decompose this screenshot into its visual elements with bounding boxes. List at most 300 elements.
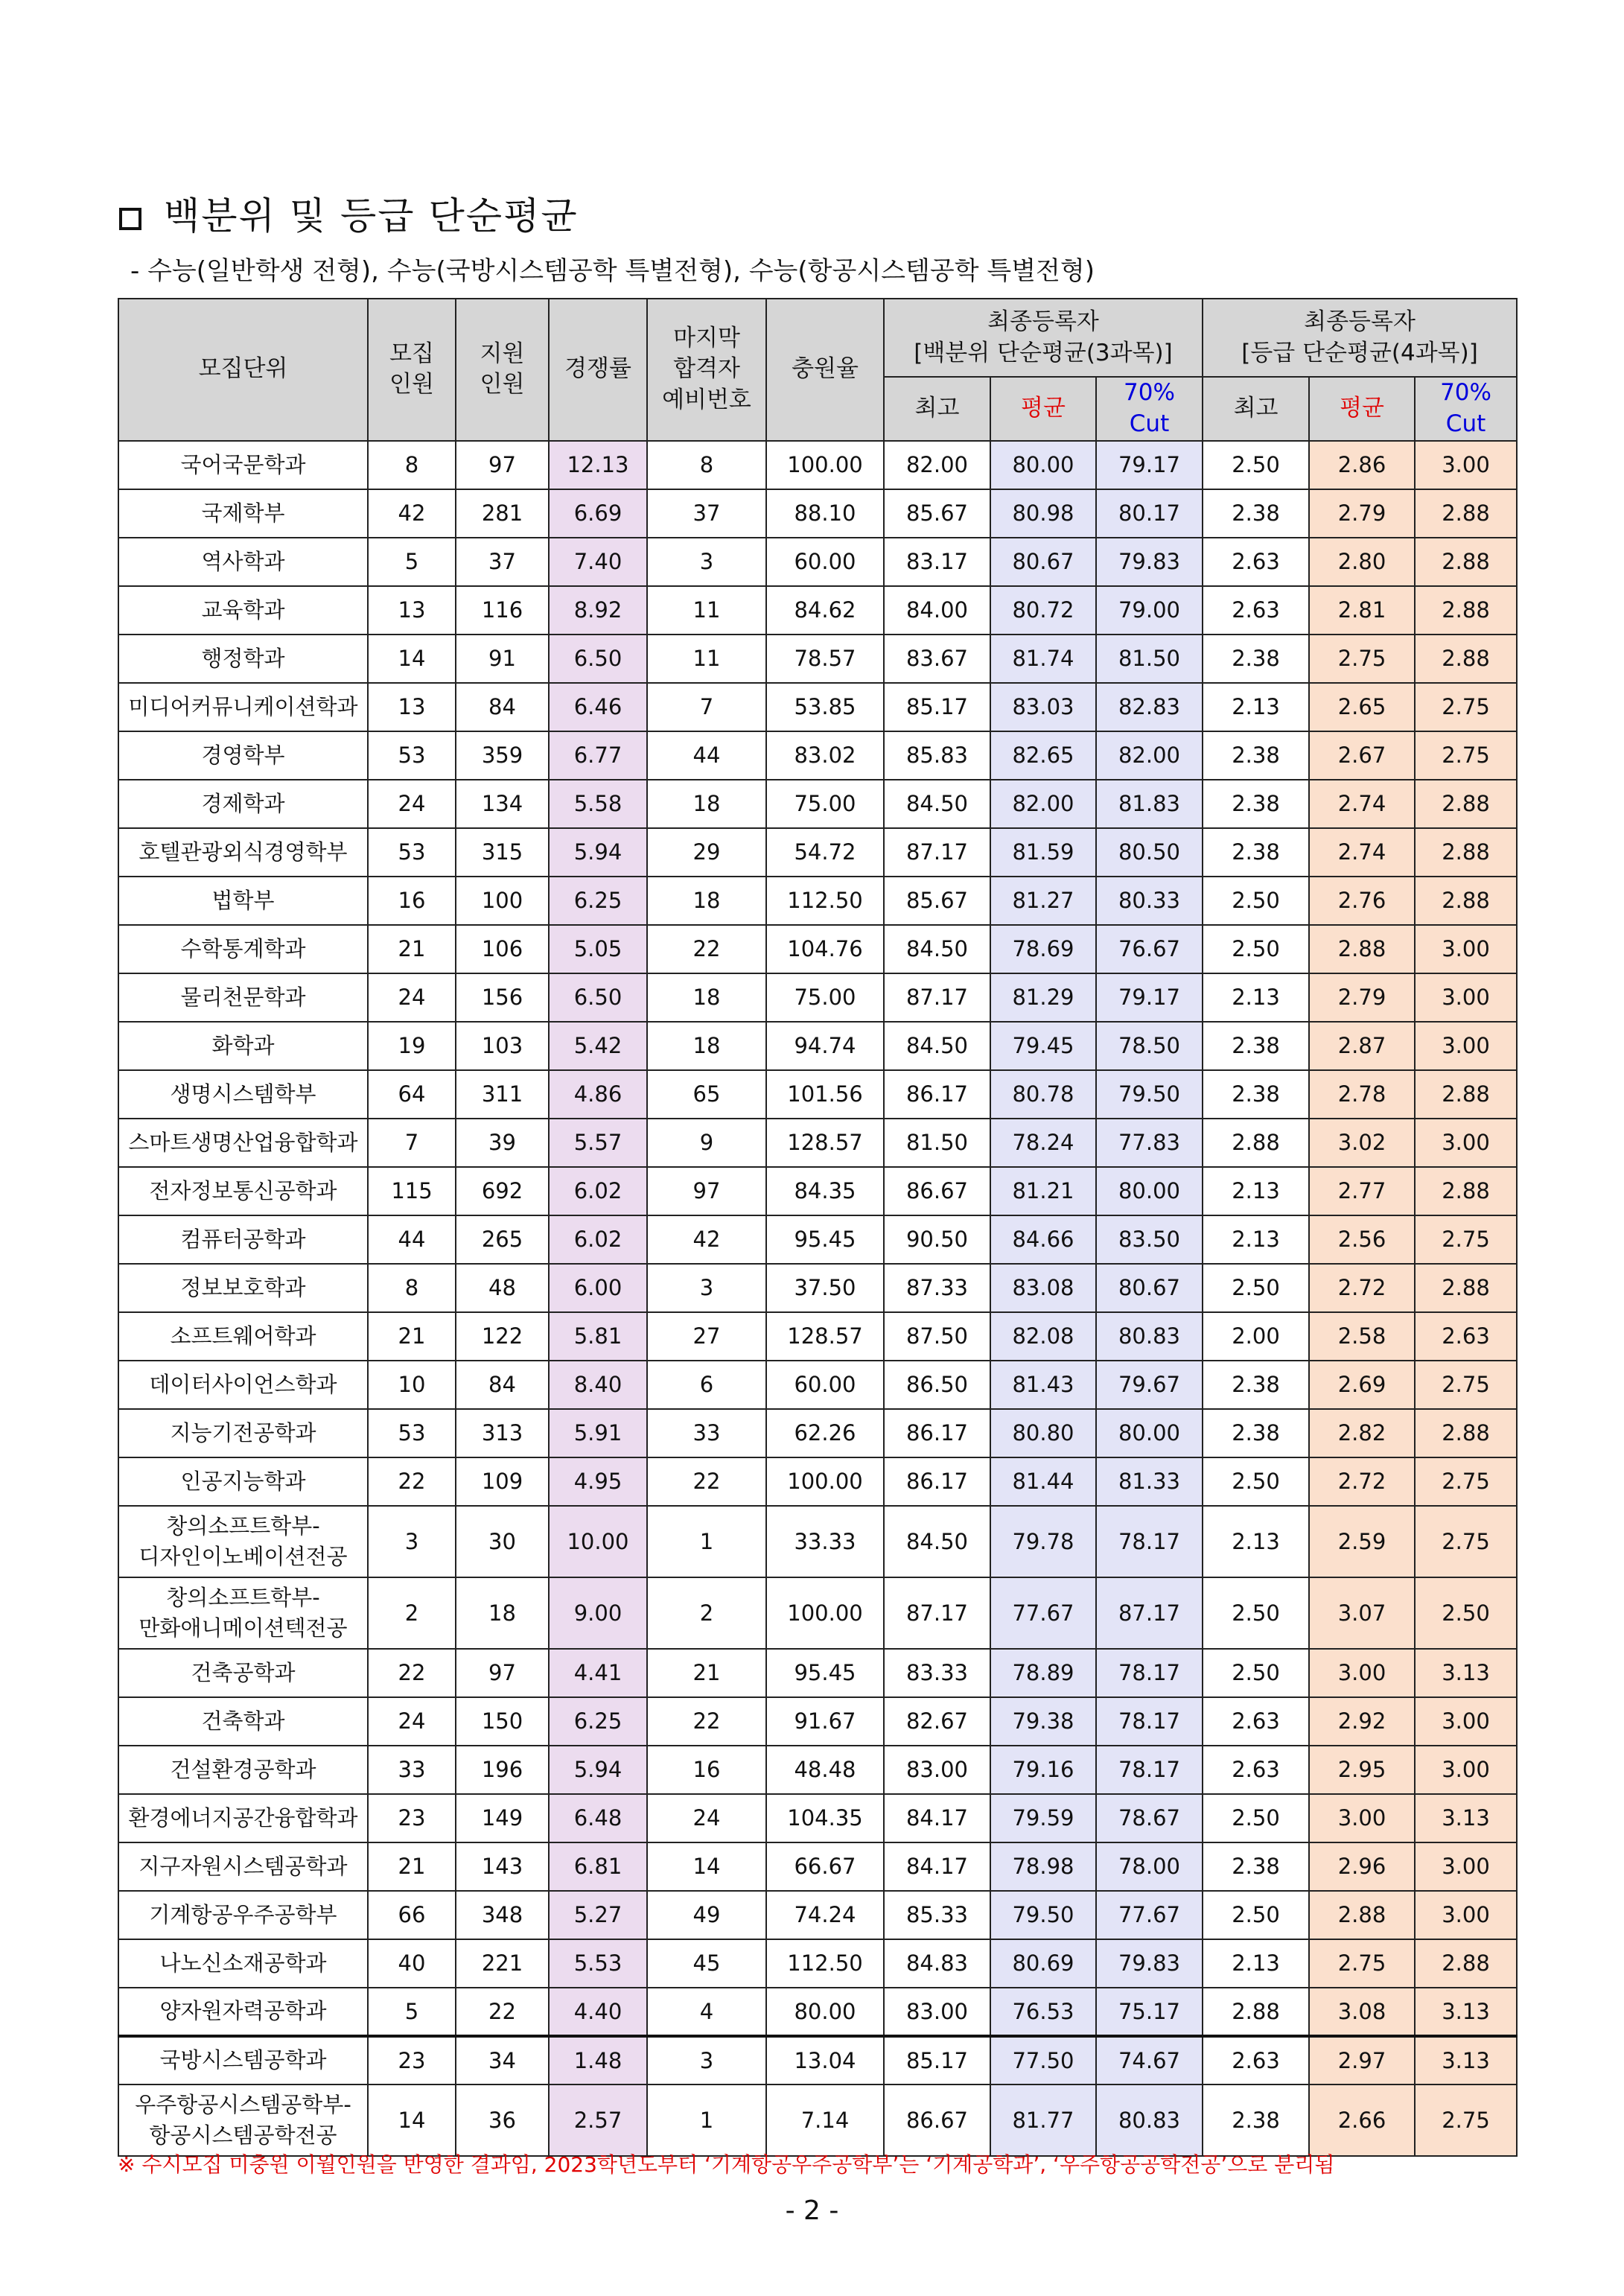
cell-percentile-cut: 78.67 bbox=[1096, 1794, 1203, 1842]
cell-applicants: 30 bbox=[456, 1506, 549, 1577]
table-row bbox=[118, 1022, 1517, 1070]
cell-percentile-avg: 80.80 bbox=[990, 1409, 1096, 1457]
table-row bbox=[118, 1939, 1517, 1988]
cell-applicants: 22 bbox=[456, 1988, 549, 2036]
cell-grade-avg: 2.79 bbox=[1309, 973, 1415, 1022]
cell-percentile-cut: 81.33 bbox=[1096, 1457, 1203, 1506]
cell-competition-rate: 7.40 bbox=[549, 538, 647, 586]
cell-percentile-avg: 79.59 bbox=[990, 1794, 1096, 1842]
cell-unit-name: 화학과 bbox=[118, 1022, 368, 1070]
cell-grade-max: 2.50 bbox=[1203, 877, 1309, 925]
header-group-grade: 최종등록자 [등급 단순평균(4과목)] bbox=[1203, 299, 1517, 377]
cell-percentile-avg: 78.69 bbox=[990, 925, 1096, 973]
cell-fill-rate: 83.02 bbox=[766, 731, 884, 780]
cell-percentile-avg: 78.89 bbox=[990, 1649, 1096, 1697]
cell-percentile-cut: 79.83 bbox=[1096, 1939, 1203, 1988]
cell-grade-avg: 2.66 bbox=[1309, 2084, 1415, 2156]
table-row bbox=[118, 1794, 1517, 1842]
cell-last-waitlist: 97 bbox=[647, 1167, 766, 1215]
cell-percentile-max: 84.17 bbox=[884, 1794, 990, 1842]
cell-competition-rate: 5.58 bbox=[549, 780, 647, 828]
cell-grade-max: 2.38 bbox=[1203, 635, 1309, 683]
cell-unit-name: 경영학부 bbox=[118, 731, 368, 780]
cell-quota: 2 bbox=[368, 1577, 456, 1649]
cell-percentile-cut: 78.17 bbox=[1096, 1506, 1203, 1577]
cell-competition-rate: 5.42 bbox=[549, 1022, 647, 1070]
cell-grade-avg: 2.72 bbox=[1309, 1264, 1415, 1312]
cell-competition-rate: 6.02 bbox=[549, 1215, 647, 1264]
cell-fill-rate: 100.00 bbox=[766, 1457, 884, 1506]
cell-competition-rate: 6.50 bbox=[549, 635, 647, 683]
cell-fill-rate: 95.45 bbox=[766, 1649, 884, 1697]
cell-fill-rate: 75.00 bbox=[766, 780, 884, 828]
cell-percentile-cut: 77.83 bbox=[1096, 1119, 1203, 1167]
table-row bbox=[118, 586, 1517, 635]
cell-quota: 13 bbox=[368, 683, 456, 731]
cell-grade-max: 2.38 bbox=[1203, 1361, 1309, 1409]
header-percentile-avg: 평균 bbox=[990, 377, 1096, 441]
cell-applicants: 48 bbox=[456, 1264, 549, 1312]
cell-grade-cut: 2.75 bbox=[1415, 683, 1517, 731]
cell-grade-cut: 2.88 bbox=[1415, 489, 1517, 538]
cell-grade-max: 2.00 bbox=[1203, 1312, 1309, 1361]
cell-percentile-cut: 74.67 bbox=[1096, 2036, 1203, 2084]
cell-last-waitlist: 1 bbox=[647, 2084, 766, 2156]
cell-quota: 16 bbox=[368, 877, 456, 925]
cell-last-waitlist: 11 bbox=[647, 635, 766, 683]
cell-percentile-max: 86.17 bbox=[884, 1409, 990, 1457]
cell-quota: 21 bbox=[368, 1842, 456, 1891]
cell-competition-rate: 6.81 bbox=[549, 1842, 647, 1891]
table-row bbox=[118, 1070, 1517, 1119]
checkbox-square-icon bbox=[119, 208, 141, 230]
cell-applicants: 37 bbox=[456, 538, 549, 586]
cell-unit-name: 환경에너지공간융합학과 bbox=[118, 1794, 368, 1842]
header-unit: 모집단위 bbox=[118, 299, 368, 441]
cell-fill-rate: 104.35 bbox=[766, 1794, 884, 1842]
cell-percentile-max: 87.17 bbox=[884, 973, 990, 1022]
cell-unit-name: 나노신소재공학과 bbox=[118, 1939, 368, 1988]
cell-grade-cut: 2.88 bbox=[1415, 586, 1517, 635]
cell-grade-cut: 3.13 bbox=[1415, 2036, 1517, 2084]
cell-applicants: 221 bbox=[456, 1939, 549, 1988]
table-row bbox=[118, 2036, 1517, 2084]
table-row bbox=[118, 1119, 1517, 1167]
cell-unit-name: 법학부 bbox=[118, 877, 368, 925]
cell-percentile-avg: 79.16 bbox=[990, 1746, 1096, 1794]
cell-fill-rate: 104.76 bbox=[766, 925, 884, 973]
cell-percentile-max: 83.00 bbox=[884, 1988, 990, 2036]
cell-grade-avg: 2.78 bbox=[1309, 1070, 1415, 1119]
cell-competition-rate: 6.02 bbox=[549, 1167, 647, 1215]
cell-percentile-max: 86.17 bbox=[884, 1070, 990, 1119]
table-row bbox=[118, 1312, 1517, 1361]
cell-quota: 5 bbox=[368, 538, 456, 586]
cell-grade-max: 2.38 bbox=[1203, 731, 1309, 780]
cell-percentile-cut: 79.83 bbox=[1096, 538, 1203, 586]
cell-unit-name: 소프트웨어학과 bbox=[118, 1312, 368, 1361]
cell-fill-rate: 112.50 bbox=[766, 1939, 884, 1988]
table-row bbox=[118, 1457, 1517, 1506]
cell-percentile-cut: 78.17 bbox=[1096, 1649, 1203, 1697]
cell-unit-name: 생명시스템학부 bbox=[118, 1070, 368, 1119]
header-percentile-max: 최고 bbox=[884, 377, 990, 441]
cell-grade-cut: 3.00 bbox=[1415, 925, 1517, 973]
cell-grade-max: 2.63 bbox=[1203, 2036, 1309, 2084]
cell-competition-rate: 6.00 bbox=[549, 1264, 647, 1312]
cell-applicants: 84 bbox=[456, 1361, 549, 1409]
cell-applicants: 103 bbox=[456, 1022, 549, 1070]
cell-percentile-avg: 79.78 bbox=[990, 1506, 1096, 1577]
cell-unit-name: 양자원자력공학과 bbox=[118, 1988, 368, 2036]
cell-competition-rate: 12.13 bbox=[549, 441, 647, 489]
cell-fill-rate: 84.35 bbox=[766, 1167, 884, 1215]
cell-applicants: 311 bbox=[456, 1070, 549, 1119]
cell-grade-max: 2.50 bbox=[1203, 1577, 1309, 1649]
cell-last-waitlist: 4 bbox=[647, 1988, 766, 2036]
cell-last-waitlist: 42 bbox=[647, 1215, 766, 1264]
cell-applicants: 36 bbox=[456, 2084, 549, 2156]
cell-last-waitlist: 29 bbox=[647, 828, 766, 877]
cell-last-waitlist: 37 bbox=[647, 489, 766, 538]
cell-applicants: 97 bbox=[456, 1649, 549, 1697]
cell-last-waitlist: 65 bbox=[647, 1070, 766, 1119]
cell-unit-name: 전자정보통신공학과 bbox=[118, 1167, 368, 1215]
cell-competition-rate: 5.94 bbox=[549, 1746, 647, 1794]
cell-last-waitlist: 24 bbox=[647, 1794, 766, 1842]
table-row bbox=[118, 1506, 1517, 1577]
header-grade-avg: 평균 bbox=[1309, 377, 1415, 441]
table-row bbox=[118, 441, 1517, 489]
cell-percentile-max: 83.00 bbox=[884, 1746, 990, 1794]
cell-percentile-avg: 81.74 bbox=[990, 635, 1096, 683]
cell-grade-cut: 2.75 bbox=[1415, 731, 1517, 780]
cell-unit-name: 우주항공시스템공학부- 항공시스템공학전공 bbox=[118, 2084, 368, 2156]
cell-unit-name: 미디어커뮤니케이션학과 bbox=[118, 683, 368, 731]
cell-grade-cut: 2.75 bbox=[1415, 1457, 1517, 1506]
cell-percentile-avg: 82.65 bbox=[990, 731, 1096, 780]
header-quota: 모집 인원 bbox=[368, 299, 456, 441]
cell-competition-rate: 5.57 bbox=[549, 1119, 647, 1167]
cell-grade-cut: 2.75 bbox=[1415, 1506, 1517, 1577]
cell-last-waitlist: 3 bbox=[647, 538, 766, 586]
header-applicants: 지원 인원 bbox=[456, 299, 549, 441]
cell-percentile-max: 84.00 bbox=[884, 586, 990, 635]
cell-grade-max: 2.38 bbox=[1203, 1842, 1309, 1891]
cell-grade-max: 2.38 bbox=[1203, 489, 1309, 538]
cell-percentile-max: 86.67 bbox=[884, 2084, 990, 2156]
cell-last-waitlist: 18 bbox=[647, 780, 766, 828]
cell-percentile-max: 87.17 bbox=[884, 1577, 990, 1649]
cell-grade-max: 2.50 bbox=[1203, 441, 1309, 489]
cell-percentile-avg: 80.72 bbox=[990, 586, 1096, 635]
cell-percentile-cut: 78.00 bbox=[1096, 1842, 1203, 1891]
cell-percentile-avg: 80.69 bbox=[990, 1939, 1096, 1988]
cell-grade-avg: 3.07 bbox=[1309, 1577, 1415, 1649]
cell-last-waitlist: 49 bbox=[647, 1891, 766, 1939]
header-grade-max: 최고 bbox=[1203, 377, 1309, 441]
cell-unit-name: 국어국문학과 bbox=[118, 441, 368, 489]
cell-percentile-cut: 79.17 bbox=[1096, 973, 1203, 1022]
cell-competition-rate: 5.05 bbox=[549, 925, 647, 973]
cell-applicants: 143 bbox=[456, 1842, 549, 1891]
cell-fill-rate: 128.57 bbox=[766, 1119, 884, 1167]
cell-grade-max: 2.38 bbox=[1203, 828, 1309, 877]
cell-fill-rate: 7.14 bbox=[766, 2084, 884, 2156]
cell-percentile-max: 87.33 bbox=[884, 1264, 990, 1312]
cell-competition-rate: 5.81 bbox=[549, 1312, 647, 1361]
cell-fill-rate: 94.74 bbox=[766, 1022, 884, 1070]
header-grade-cut: 70% Cut bbox=[1415, 377, 1517, 441]
cell-percentile-cut: 81.83 bbox=[1096, 780, 1203, 828]
cell-grade-avg: 2.97 bbox=[1309, 2036, 1415, 2084]
cell-last-waitlist: 22 bbox=[647, 925, 766, 973]
cell-percentile-max: 90.50 bbox=[884, 1215, 990, 1264]
cell-grade-cut: 3.00 bbox=[1415, 973, 1517, 1022]
cell-percentile-max: 83.17 bbox=[884, 538, 990, 586]
cell-percentile-max: 83.67 bbox=[884, 635, 990, 683]
cell-grade-max: 2.38 bbox=[1203, 1022, 1309, 1070]
cell-fill-rate: 78.57 bbox=[766, 635, 884, 683]
cell-unit-name: 데이터사이언스학과 bbox=[118, 1361, 368, 1409]
cell-competition-rate: 10.00 bbox=[549, 1506, 647, 1577]
table-row bbox=[118, 489, 1517, 538]
cell-grade-max: 2.38 bbox=[1203, 2084, 1309, 2156]
table-row bbox=[118, 1649, 1517, 1697]
cell-unit-name: 행정학과 bbox=[118, 635, 368, 683]
cell-percentile-avg: 84.66 bbox=[990, 1215, 1096, 1264]
cell-grade-cut: 3.00 bbox=[1415, 1746, 1517, 1794]
cell-applicants: 100 bbox=[456, 877, 549, 925]
cell-competition-rate: 6.46 bbox=[549, 683, 647, 731]
cell-applicants: 359 bbox=[456, 731, 549, 780]
admission-results-table bbox=[118, 298, 1518, 2157]
page-title bbox=[119, 186, 579, 240]
cell-percentile-max: 85.33 bbox=[884, 1891, 990, 1939]
cell-percentile-max: 87.17 bbox=[884, 828, 990, 877]
cell-last-waitlist: 45 bbox=[647, 1939, 766, 1988]
cell-percentile-avg: 80.67 bbox=[990, 538, 1096, 586]
cell-competition-rate: 6.50 bbox=[549, 973, 647, 1022]
cell-unit-name: 인공지능학과 bbox=[118, 1457, 368, 1506]
cell-fill-rate: 37.50 bbox=[766, 1264, 884, 1312]
footnote: ※ 수시모집 미충원 이월인원을 반영한 결과임, 2023학년도부터 ‘기계항공우주공학부’는 ‘기계공학과’, ‘우주항공공학전공’으로 분리됨 bbox=[118, 2152, 1335, 2177]
cell-percentile-cut: 80.67 bbox=[1096, 1264, 1203, 1312]
table-row bbox=[118, 1577, 1517, 1649]
cell-unit-name: 국방시스템공학과 bbox=[118, 2036, 368, 2084]
cell-quota: 53 bbox=[368, 731, 456, 780]
cell-fill-rate: 101.56 bbox=[766, 1070, 884, 1119]
cell-competition-rate: 1.48 bbox=[549, 2036, 647, 2084]
cell-quota: 33 bbox=[368, 1746, 456, 1794]
cell-fill-rate: 74.24 bbox=[766, 1891, 884, 1939]
cell-grade-avg: 2.59 bbox=[1309, 1506, 1415, 1577]
cell-percentile-avg: 80.00 bbox=[990, 441, 1096, 489]
cell-grade-cut: 3.00 bbox=[1415, 1842, 1517, 1891]
cell-grade-cut: 3.00 bbox=[1415, 1022, 1517, 1070]
cell-competition-rate: 5.94 bbox=[549, 828, 647, 877]
cell-grade-avg: 2.75 bbox=[1309, 635, 1415, 683]
cell-percentile-avg: 81.43 bbox=[990, 1361, 1096, 1409]
cell-applicants: 348 bbox=[456, 1891, 549, 1939]
cell-percentile-cut: 78.17 bbox=[1096, 1746, 1203, 1794]
cell-competition-rate: 6.69 bbox=[549, 489, 647, 538]
cell-fill-rate: 53.85 bbox=[766, 683, 884, 731]
cell-percentile-avg: 81.44 bbox=[990, 1457, 1096, 1506]
cell-percentile-avg: 82.00 bbox=[990, 780, 1096, 828]
page-title-text: 백분위 및 등급 단순평균 bbox=[164, 194, 579, 238]
cell-percentile-cut: 80.83 bbox=[1096, 1312, 1203, 1361]
cell-last-waitlist: 21 bbox=[647, 1649, 766, 1697]
cell-unit-name: 기계항공우주공학부 bbox=[118, 1891, 368, 1939]
cell-percentile-avg: 79.38 bbox=[990, 1697, 1096, 1746]
cell-percentile-cut: 79.17 bbox=[1096, 441, 1203, 489]
cell-competition-rate: 6.77 bbox=[549, 731, 647, 780]
cell-grade-max: 2.63 bbox=[1203, 586, 1309, 635]
cell-last-waitlist: 18 bbox=[647, 877, 766, 925]
cell-grade-cut: 3.00 bbox=[1415, 1697, 1517, 1746]
cell-grade-cut: 2.88 bbox=[1415, 1070, 1517, 1119]
cell-grade-avg: 2.88 bbox=[1309, 925, 1415, 973]
cell-percentile-avg: 81.21 bbox=[990, 1167, 1096, 1215]
cell-percentile-cut: 80.17 bbox=[1096, 489, 1203, 538]
cell-quota: 40 bbox=[368, 1939, 456, 1988]
cell-grade-avg: 3.02 bbox=[1309, 1119, 1415, 1167]
cell-grade-avg: 2.74 bbox=[1309, 780, 1415, 828]
cell-fill-rate: 33.33 bbox=[766, 1506, 884, 1577]
cell-percentile-cut: 79.67 bbox=[1096, 1361, 1203, 1409]
cell-unit-name: 역사학과 bbox=[118, 538, 368, 586]
table-row bbox=[118, 780, 1517, 828]
cell-unit-name: 호텔관광외식경영학부 bbox=[118, 828, 368, 877]
cell-competition-rate: 8.40 bbox=[549, 1361, 647, 1409]
cell-percentile-avg: 82.08 bbox=[990, 1312, 1096, 1361]
cell-percentile-max: 83.33 bbox=[884, 1649, 990, 1697]
cell-last-waitlist: 16 bbox=[647, 1746, 766, 1794]
cell-competition-rate: 5.91 bbox=[549, 1409, 647, 1457]
table-row bbox=[118, 2084, 1517, 2156]
cell-competition-rate: 8.92 bbox=[549, 586, 647, 635]
cell-grade-avg: 2.80 bbox=[1309, 538, 1415, 586]
table-row bbox=[118, 683, 1517, 731]
cell-percentile-max: 84.50 bbox=[884, 1506, 990, 1577]
cell-percentile-avg: 80.98 bbox=[990, 489, 1096, 538]
cell-last-waitlist: 18 bbox=[647, 973, 766, 1022]
cell-percentile-max: 82.67 bbox=[884, 1697, 990, 1746]
cell-applicants: 196 bbox=[456, 1746, 549, 1794]
cell-grade-cut: 2.75 bbox=[1415, 1361, 1517, 1409]
cell-unit-name: 컴퓨터공학과 bbox=[118, 1215, 368, 1264]
cell-unit-name: 수학통계학과 bbox=[118, 925, 368, 973]
cell-percentile-avg: 76.53 bbox=[990, 1988, 1096, 2036]
cell-unit-name: 창의소프트학부- 디자인이노베이션전공 bbox=[118, 1506, 368, 1577]
cell-last-waitlist: 3 bbox=[647, 1264, 766, 1312]
header-last-waitlist: 마지막 합격자 예비번호 bbox=[647, 299, 766, 441]
cell-quota: 5 bbox=[368, 1988, 456, 2036]
cell-grade-cut: 2.88 bbox=[1415, 780, 1517, 828]
cell-fill-rate: 13.04 bbox=[766, 2036, 884, 2084]
cell-quota: 21 bbox=[368, 925, 456, 973]
cell-percentile-avg: 81.27 bbox=[990, 877, 1096, 925]
table-row bbox=[118, 1697, 1517, 1746]
cell-applicants: 315 bbox=[456, 828, 549, 877]
cell-grade-cut: 3.00 bbox=[1415, 1891, 1517, 1939]
cell-grade-avg: 2.87 bbox=[1309, 1022, 1415, 1070]
cell-grade-avg: 2.92 bbox=[1309, 1697, 1415, 1746]
cell-grade-cut: 2.88 bbox=[1415, 635, 1517, 683]
cell-percentile-avg: 80.78 bbox=[990, 1070, 1096, 1119]
cell-percentile-avg: 78.24 bbox=[990, 1119, 1096, 1167]
cell-unit-name: 정보보호학과 bbox=[118, 1264, 368, 1312]
table-row bbox=[118, 1891, 1517, 1939]
cell-applicants: 91 bbox=[456, 635, 549, 683]
cell-grade-max: 2.38 bbox=[1203, 1409, 1309, 1457]
cell-fill-rate: 66.67 bbox=[766, 1842, 884, 1891]
cell-fill-rate: 54.72 bbox=[766, 828, 884, 877]
cell-grade-avg: 2.96 bbox=[1309, 1842, 1415, 1891]
cell-grade-avg: 2.77 bbox=[1309, 1167, 1415, 1215]
cell-unit-name: 지구자원시스템공학과 bbox=[118, 1842, 368, 1891]
cell-last-waitlist: 44 bbox=[647, 731, 766, 780]
cell-unit-name: 건축공학과 bbox=[118, 1649, 368, 1697]
cell-competition-rate: 5.53 bbox=[549, 1939, 647, 1988]
page-subtitle: - 수능(일반학생 전형), 수능(국방시스템공학 특별전형), 수능(항공시스템공학 특별전형) bbox=[130, 256, 1095, 286]
cell-percentile-cut: 81.50 bbox=[1096, 635, 1203, 683]
cell-last-waitlist: 22 bbox=[647, 1697, 766, 1746]
cell-percentile-cut: 87.17 bbox=[1096, 1577, 1203, 1649]
cell-grade-avg: 2.76 bbox=[1309, 877, 1415, 925]
cell-grade-max: 2.63 bbox=[1203, 538, 1309, 586]
cell-competition-rate: 6.25 bbox=[549, 877, 647, 925]
cell-applicants: 313 bbox=[456, 1409, 549, 1457]
cell-percentile-avg: 77.67 bbox=[990, 1577, 1096, 1649]
page-number: - 2 - bbox=[785, 2195, 839, 2226]
cell-grade-avg: 2.88 bbox=[1309, 1891, 1415, 1939]
cell-percentile-cut: 78.17 bbox=[1096, 1697, 1203, 1746]
cell-grade-max: 2.50 bbox=[1203, 925, 1309, 973]
cell-competition-rate: 9.00 bbox=[549, 1577, 647, 1649]
cell-percentile-max: 85.67 bbox=[884, 489, 990, 538]
cell-quota: 24 bbox=[368, 973, 456, 1022]
cell-grade-cut: 2.75 bbox=[1415, 2084, 1517, 2156]
cell-unit-name: 지능기전공학과 bbox=[118, 1409, 368, 1457]
cell-grade-cut: 2.88 bbox=[1415, 828, 1517, 877]
table-row bbox=[118, 1988, 1517, 2036]
cell-percentile-avg: 81.77 bbox=[990, 2084, 1096, 2156]
cell-grade-cut: 3.13 bbox=[1415, 1649, 1517, 1697]
cell-competition-rate: 4.86 bbox=[549, 1070, 647, 1119]
cell-grade-avg: 2.67 bbox=[1309, 731, 1415, 780]
cell-fill-rate: 84.62 bbox=[766, 586, 884, 635]
cell-percentile-cut: 78.50 bbox=[1096, 1022, 1203, 1070]
table-row bbox=[118, 1746, 1517, 1794]
cell-percentile-max: 82.00 bbox=[884, 441, 990, 489]
cell-competition-rate: 2.57 bbox=[549, 2084, 647, 2156]
cell-unit-name: 경제학과 bbox=[118, 780, 368, 828]
cell-percentile-cut: 79.50 bbox=[1096, 1070, 1203, 1119]
cell-last-waitlist: 18 bbox=[647, 1022, 766, 1070]
cell-unit-name: 국제학부 bbox=[118, 489, 368, 538]
cell-percentile-cut: 80.00 bbox=[1096, 1409, 1203, 1457]
cell-grade-cut: 3.13 bbox=[1415, 1988, 1517, 2036]
cell-grade-avg: 2.86 bbox=[1309, 441, 1415, 489]
cell-competition-rate: 4.95 bbox=[549, 1457, 647, 1506]
cell-competition-rate: 4.40 bbox=[549, 1988, 647, 2036]
header-fill-rate: 충원율 bbox=[766, 299, 884, 441]
cell-fill-rate: 128.57 bbox=[766, 1312, 884, 1361]
cell-quota: 22 bbox=[368, 1649, 456, 1697]
cell-percentile-max: 85.67 bbox=[884, 877, 990, 925]
